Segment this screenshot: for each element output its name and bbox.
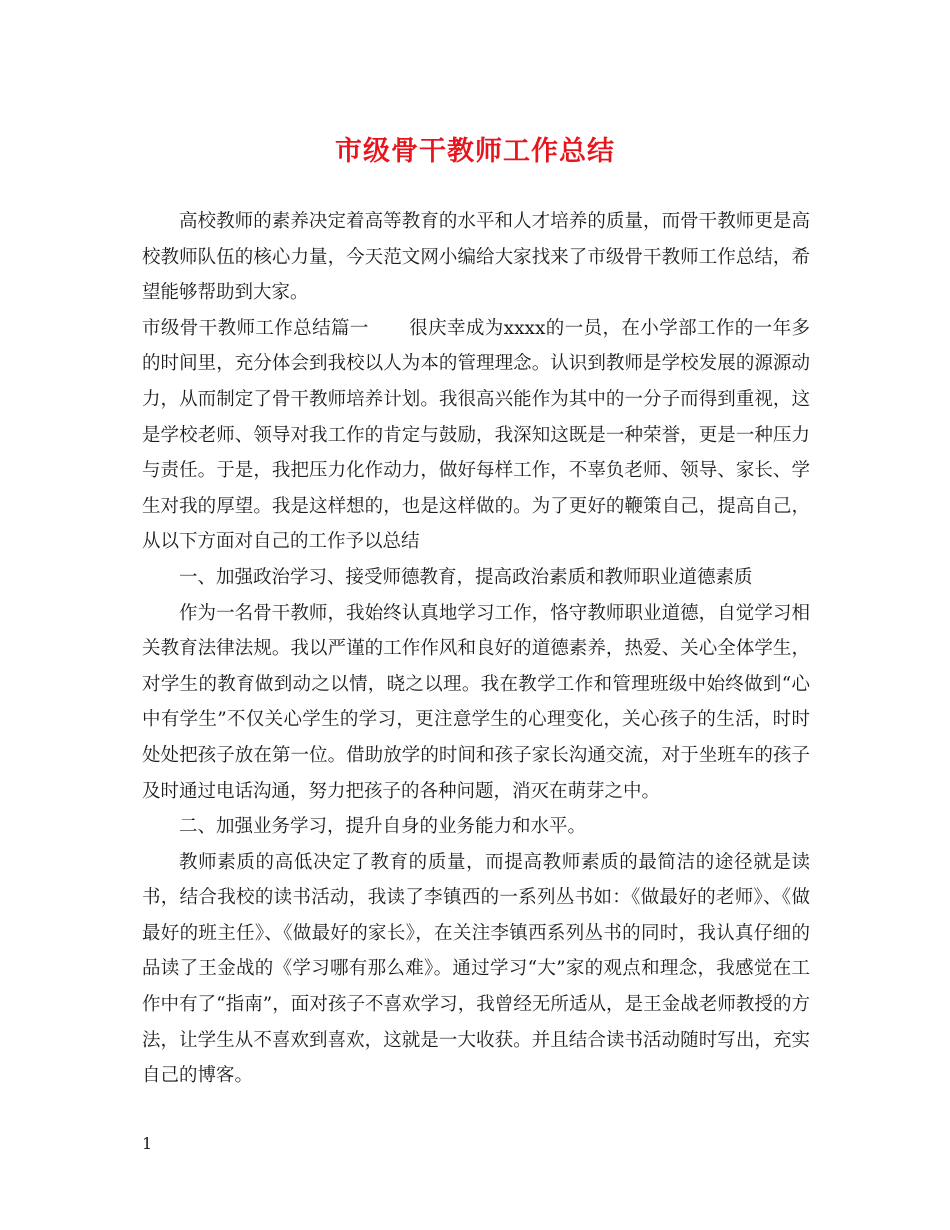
section-1-heading: 一、加强政治学习、接受师德教育，提高政治素质和教师职业道德素质 — [179, 566, 753, 588]
document-title: 市级骨干教师工作总结 — [335, 136, 615, 167]
section-2-heading: 二、加强业务学习，提升自身的业务能力和水平。 — [179, 816, 587, 838]
part-one-text: 很庆幸成为xxxx的一员，在小学部工作的一年多的时间里，充分体会到我校以人为本的管理理念。认识到教师是学校发展的源源动力，从而制定了骨干教师培养计划。我很高兴能作为其中的一分子而得到重视，这是学校老师、领导对我工作的肯定与鼓励，我深知这既是一种荣誉，更是一种压力与责任。于是，我把压力化作动力，做好每样工作，不辜负老师、领导、家长、学生对我的厚望。我是这样想的，也是这样做的。为了更好的鞭策自己，提高自己，从以下方面对自己的工作予以总结 — [142, 317, 810, 553]
part-one-heading: 市级骨干教师工作总结篇一 — [142, 317, 369, 339]
page-number: 1 — [142, 1134, 153, 1153]
part-one-paragraph — [142, 311, 810, 560]
section-2-paragraph: 教师素质的高低决定了教育的质量，而提高教师素质的最简洁的途径就是读书，结合我校的读书活动，我读了李镇西的一系列丛书如：《做最好的老师》、《做最好的班主任》、《做最好的家长》，在关注李镇西系列丛书的同时，我认真仔细的品读了王金战的《学习哪有那么难》。通过学习“大”家的观点和理念，我感觉在工作中有了“指南”，面对孩子不喜欢学习，我曾经无所适从，是王金战老师教授的方法，让学生从不喜欢到喜欢，这就是一大收获。并且结合读书活动随时写出，充实自己的博客。 — [142, 851, 810, 1087]
section-1-paragraph: 作为一名骨干教师，我始终认真地学习工作，恪守教师职业道德，自觉学习相关教育法律法规。我以严谨的工作作风和良好的道德素养，热爱、关心全体学生，对学生的教育做到动之以情，晓之以理。我在教学工作和管理班级中始终做到“心中有学生”不仅关心学生的学习，更注意学生的心理变化，关心孩子的生活，时时处处把孩子放在第一位。借助放学的时间和孩子家长沟通交流，对于坐班车的孩子及时通过电话沟通，努力把孩子的各种问题，消灭在萌芽之中。 — [142, 602, 810, 802]
document-body — [142, 204, 810, 1094]
intro-paragraph: 高校教师的素养决定着高等教育的水平和人才培养的质量，而骨干教师更是高校教师队伍的核心力量，今天范文网小编给大家找来了市级骨干教师工作总结，希望能够帮助到大家。 — [142, 211, 810, 304]
